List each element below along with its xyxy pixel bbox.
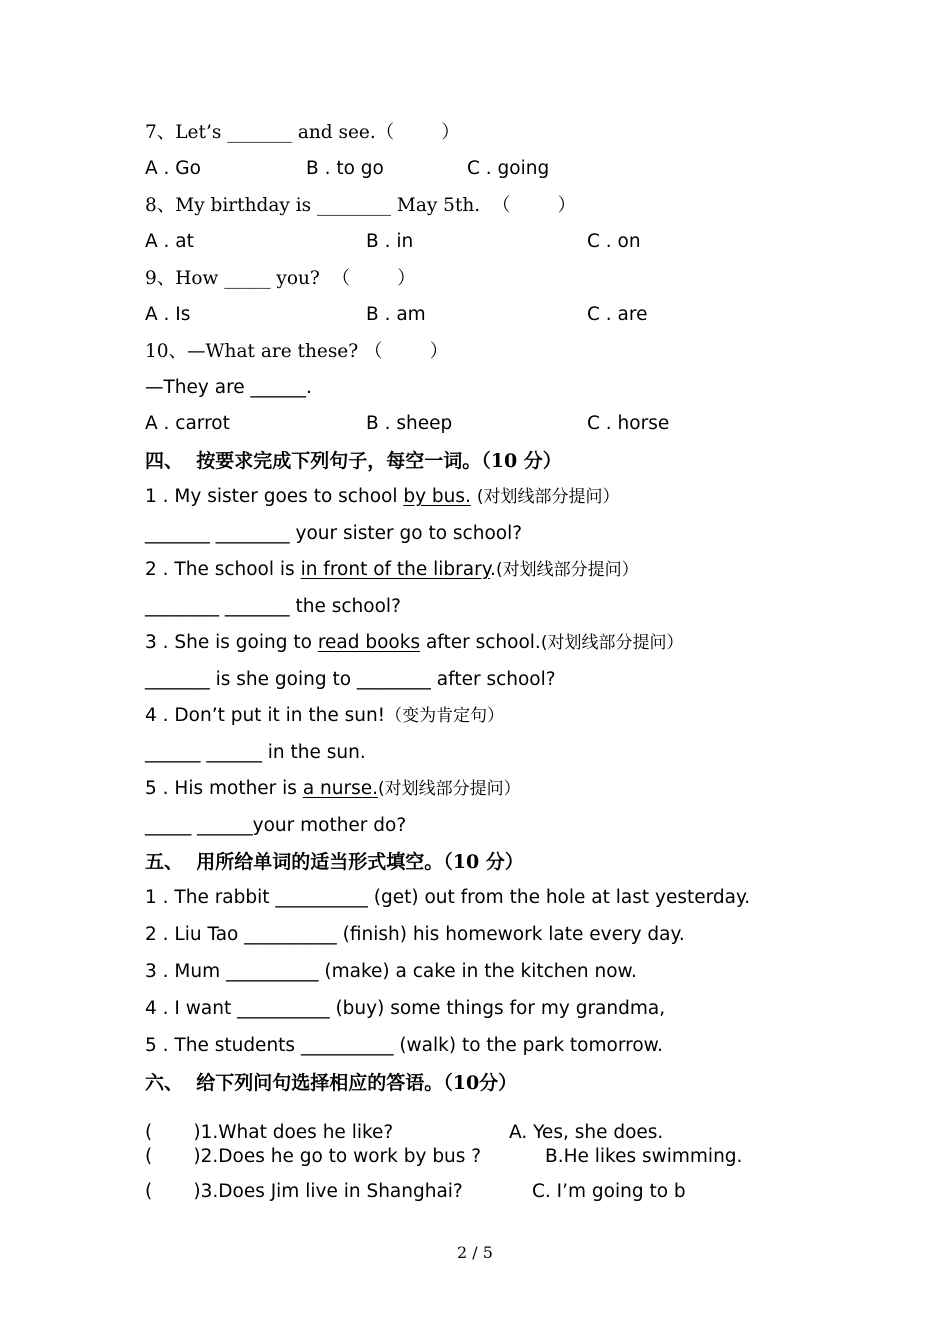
section-6-heading: 六、 给下列问句选择相应的答语。（10分） [145, 1072, 518, 1094]
part6-answer-b: B.He likes swimming. [545, 1146, 743, 1167]
part5-item-1: 1 . The rabbit __________ (get) out from the hole at last yesterday. [145, 887, 751, 908]
question-9-option-c: C . are [587, 304, 648, 325]
part4-item-1 [145, 485, 619, 509]
part4-item-5-pre: 5 . His mother is [145, 778, 303, 799]
question-7-stem: 7、Let’s _______ and see.（ ） [145, 122, 460, 143]
question-8-option-a: A . at [145, 231, 194, 252]
question-9-stem: 9、How _____ you? （ ） [145, 268, 416, 289]
part4-item-2-answer: ________ _______ the school? [145, 596, 401, 617]
part4-item-3-pre: 3 . She is going to [145, 632, 318, 653]
part4-item-4-answer: ______ ______ in the sun. [145, 742, 366, 763]
part4-item-1-answer: _______ ________ your sister go to school? [145, 523, 523, 544]
question-10-option-a: A . carrot [145, 413, 230, 434]
part6-answer-a: A. Yes, she does. [509, 1122, 664, 1143]
part4-item-2-note: (对划线部分提问） [495, 560, 639, 580]
question-10-stem: 10、—What are these? （ ） [145, 341, 449, 362]
part5-item-4: 4 . I want __________ (buy) some things for my grandma, [145, 998, 666, 1019]
question-7-option-c: C . going [467, 158, 550, 179]
part4-item-3-answer: _______ is she going to ________ after school? [145, 669, 556, 690]
part5-item-2: 2 . Liu Tao __________ (finish) his homework late every day. [145, 924, 685, 945]
question-9-option-b: B . am [366, 304, 426, 325]
part4-item-1-note: (对划线部分提问） [476, 487, 620, 507]
question-8-option-b: B . in [366, 231, 414, 252]
question-10-option-b: B . sheep [366, 413, 453, 434]
part4-item-1-pre: 1 . My sister goes to school [145, 486, 404, 507]
part5-item-5: 5 . The students __________ (walk) to the park tomorrow. [145, 1035, 663, 1056]
section-5-heading: 五、 用所给单词的适当形式填空。（10 分） [145, 851, 524, 873]
page-number: 2 / 5 [457, 1243, 493, 1262]
part4-item-2-underlined: in front of the library [300, 559, 491, 580]
question-8-stem: 8、My birthday is ________ May 5th. （ ） [145, 195, 576, 216]
part4-item-5 [145, 777, 521, 801]
question-9-option-a: A . Is [145, 304, 191, 325]
part6-question-1: ( )1.What does he like? [145, 1122, 394, 1143]
part4-item-1-underlined: by bus. [403, 486, 471, 507]
question-8-option-c: C . on [587, 231, 641, 252]
part4-item-5-underlined: a nurse. [302, 778, 379, 799]
part4-item-5-note: (对划线部分提问） [378, 779, 521, 799]
question-10-answer-line: —They are ______. [145, 377, 312, 398]
part4-item-3-note: (对划线部分提问） [540, 633, 684, 653]
question-10-option-c: C . horse [587, 413, 670, 434]
part5-item-3: 3 . Mum __________ (make) a cake in the kitchen now. [145, 961, 637, 982]
part4-item-3 [145, 631, 683, 655]
part6-answer-c: C. I’m going to b [532, 1181, 686, 1202]
part4-item-4-note: （变为肯定句） [385, 706, 505, 726]
part4-item-3-post: after school. [420, 632, 541, 653]
part4-item-3-underlined: read books [317, 632, 421, 653]
part4-item-2-post: . [490, 559, 496, 580]
question-7-option-a: A . Go [145, 158, 201, 179]
part4-item-5-answer: _____ ______your mother do? [145, 815, 407, 836]
section-4-heading: 四、 按要求完成下列句子，每空一词。（10 分） [145, 450, 562, 472]
part6-question-2: ( )2.Does he go to work by bus ? [145, 1146, 482, 1167]
question-7-option-b: B . to go [306, 158, 384, 179]
part4-item-2 [145, 558, 639, 582]
part4-item-2-pre: 2 . The school is [145, 559, 301, 580]
part6-question-3: ( )3.Does Jim live in Shanghai? [145, 1181, 463, 1202]
part4-item-4 [145, 704, 504, 728]
part4-item-4-pre: 4 . Don’t put it in the sun! [145, 705, 386, 726]
